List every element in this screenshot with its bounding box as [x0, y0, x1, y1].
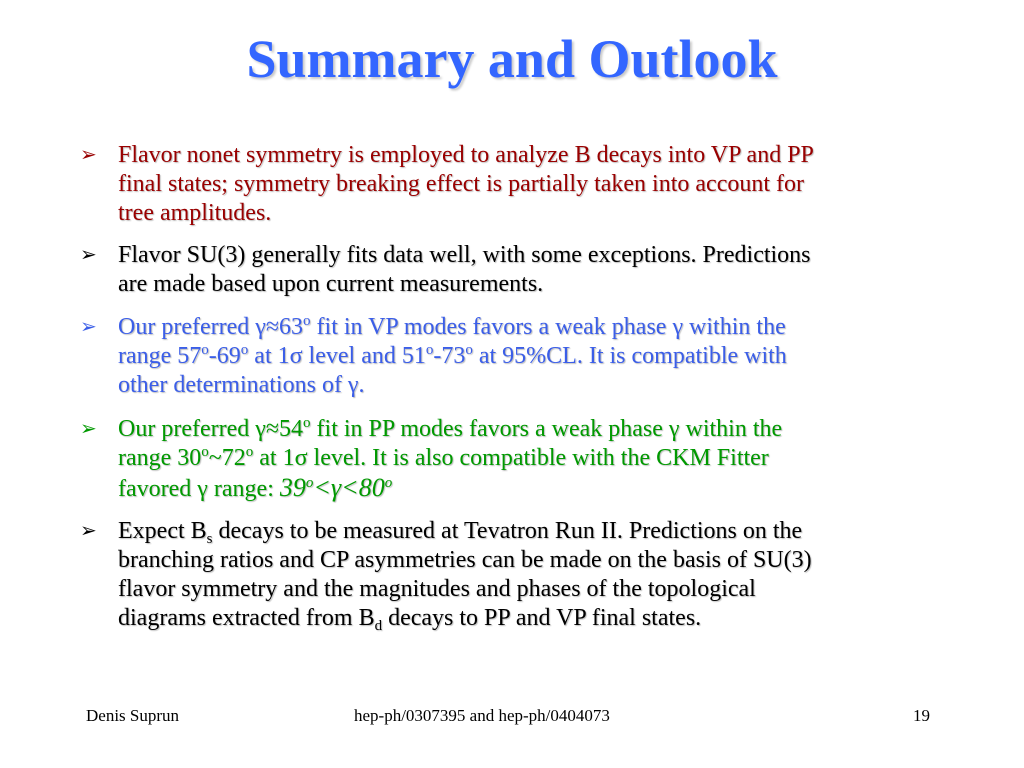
page-number: 19 [913, 706, 930, 725]
bullet-line: are made based upon current measurements. [118, 271, 544, 297]
bullet-line: range 57$^o$-69$^o$ at 1σ level and 51$^o$-73$^o$ at 95%CL. It is compatible with [118, 342, 787, 369]
arrow-bullet-icon: ➢ [80, 244, 97, 266]
slide-footer [0, 706, 1024, 736]
arrow-bullet-icon: ➢ [80, 144, 97, 166]
bullet-line: Flavor nonet symmetry is employed to analyze B decays into VP and PP [118, 142, 814, 168]
slide-title: Summary and Outlook [246, 29, 778, 89]
gamma-range: $39^o<\gamma<80^o$ [279, 473, 393, 502]
bullet-line: Our preferred $\gamma\approx 63^o$ fit in VP modes favors a weak phase γ within the [118, 313, 786, 340]
bullet-line: diagrams extracted from $B_d$ decays to PP and VP final states. [118, 605, 702, 634]
arrow-bullet-icon: ➢ [80, 418, 97, 440]
bullet-line: Flavor SU(3) generally fits data well, with some exceptions. Predictions [118, 242, 811, 268]
bullet-line: tree amplitudes. [118, 200, 272, 226]
bullet-line: other determinations of γ. [118, 372, 365, 398]
footer-reference: hep-ph/0307395 and hep-ph/0404073 [354, 706, 610, 725]
bullet-line: range 30$^o$~72$^o$ at 1σ level. It is also compatible with the CKM Fitter [118, 444, 769, 471]
arrow-bullet-icon: ➢ [80, 520, 97, 542]
bullet-line: final states; symmetry breaking effect is partially taken into account for [118, 171, 804, 197]
footer-author: Denis Suprun [86, 706, 180, 725]
bullet-line: favored γ range: $39^o<\gamma<80^o$ [118, 473, 393, 502]
bullet-line: branching ratios and CP asymmetries can be made on the basis of SU(3) [118, 547, 812, 573]
bullet-line: Expect $B_s$ decays to be measured at Tevatron Run II. Predictions on the [118, 518, 803, 547]
bullet-line: flavor symmetry and the magnitudes and phases of the topological [118, 576, 756, 602]
bullet-line: Our preferred $\gamma\approx 54^o$ fit in PP modes favors a weak phase γ within the [118, 415, 783, 442]
arrow-bullet-icon: ➢ [80, 316, 97, 338]
